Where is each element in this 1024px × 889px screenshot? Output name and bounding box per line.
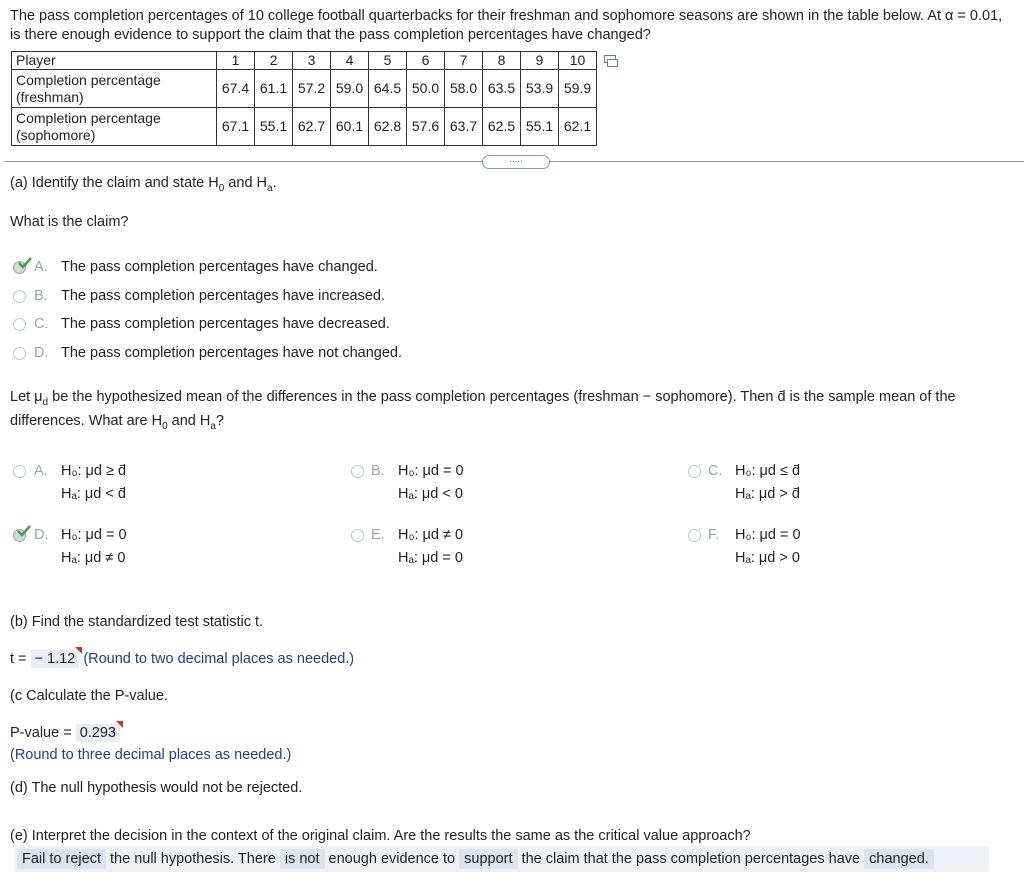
- hyp-letter: E.: [371, 527, 385, 543]
- feedback-flag-icon: [116, 721, 123, 728]
- hyp-option-d[interactable]: H₀: μd = 0 Hₐ: μd ≠ 0: [61, 527, 127, 566]
- claim-option-text[interactable]: The pass completion percentages have decreased.: [61, 316, 390, 332]
- p-value-hint: (Round to three decimal places as needed.): [10, 747, 292, 763]
- part-d-text: (d) The null hypothesis would not be rejected.: [10, 780, 303, 796]
- player-header: 7: [445, 52, 483, 70]
- table-cell: 58.0: [445, 70, 483, 108]
- table-cell: 62.1: [559, 108, 597, 146]
- table-cell: 63.5: [483, 70, 521, 108]
- hyp-radio-f[interactable]: [688, 529, 701, 542]
- player-header: 8: [483, 52, 521, 70]
- t-stat-answer[interactable]: − 1.12: [31, 650, 80, 668]
- table-cell: 64.5: [369, 70, 407, 108]
- table-cell: 53.9: [521, 70, 559, 108]
- table-cell: 62.8: [369, 108, 407, 146]
- table-cell: 55.1: [255, 108, 293, 146]
- player-header: 5: [369, 52, 407, 70]
- hyp-letter: A.: [34, 463, 48, 479]
- t-label: t =: [10, 651, 27, 667]
- table-cell: 50.0: [407, 70, 445, 108]
- t-stat-hint: (Round to two decimal places as needed.): [83, 651, 355, 667]
- table-cell: 59.0: [331, 70, 369, 108]
- player-header: 2: [255, 52, 293, 70]
- hypothesis-intro-line2: differences. What are $H_0$ and $H_a$?: [10, 413, 224, 432]
- player-header: 10: [559, 52, 597, 70]
- table-cell: 57.6: [407, 108, 445, 146]
- p-value-row: [10, 725, 120, 741]
- table-cell: 62.7: [293, 108, 331, 146]
- claim-radio-b[interactable]: [13, 290, 26, 303]
- claim-question: What is the claim?: [10, 214, 129, 230]
- header-player-label: Player: [12, 52, 217, 70]
- claim-letter: D.: [34, 345, 49, 361]
- player-header: 4: [331, 52, 369, 70]
- hyp-letter: F.: [708, 527, 720, 543]
- expand-table-icon[interactable]: [604, 55, 618, 67]
- support-dropdown[interactable]: support: [459, 849, 517, 869]
- table-row-freshman: [12, 70, 597, 108]
- claim-option-text[interactable]: The pass completion percentages have changed.: [61, 259, 378, 275]
- table-cell: 55.1: [521, 108, 559, 146]
- hyp-letter: C.: [708, 463, 723, 479]
- hyp-radio-e[interactable]: [351, 529, 364, 542]
- answer-text: enough evidence to: [328, 851, 456, 867]
- part-b-title: (b) Find the standardized test statistic t.: [10, 614, 264, 630]
- hypothesis-intro-line1: Let $\mu_d$ be the hypothesized mean of the differences in the pass completion percentages (freshman − sophomore). Then d̄ is the sample mean of the: [10, 389, 956, 408]
- part-c-title: (c Calculate the P-value.: [10, 688, 168, 704]
- table-cell: 67.1: [217, 108, 255, 146]
- t-stat-row: [10, 651, 354, 667]
- part-a-title: (a) Identify the claim and state $H_0$ and $H_a$.: [10, 175, 277, 194]
- part-e-question: (e) Interpret the decision in the context of the original claim. Are the results the same as the critical value approach?: [10, 828, 751, 844]
- table-cell: 67.4: [217, 70, 255, 108]
- evidence-dropdown[interactable]: is not: [280, 849, 325, 869]
- hyp-option-a[interactable]: H₀: μd ≥ d̄ Hₐ: μd < d̄: [61, 463, 127, 502]
- hyp-radio-b[interactable]: [351, 465, 364, 478]
- hyp-radio-a[interactable]: [13, 465, 26, 478]
- hyp-letter: B.: [371, 463, 385, 479]
- hyp-option-c[interactable]: H₀: μd ≤ d̄ Hₐ: μd > d̄: [735, 463, 801, 502]
- claim-option-text[interactable]: The pass completion percentages have increased.: [61, 288, 386, 304]
- feedback-flag-icon: [75, 647, 82, 654]
- change-dropdown[interactable]: changed.: [864, 849, 934, 869]
- checkmark-icon: [17, 524, 31, 538]
- show-more-button[interactable]: .....: [482, 155, 550, 169]
- answer-text: the null hypothesis. There: [110, 851, 276, 867]
- answer-text: the claim that the pass completion percentages have: [521, 851, 861, 867]
- data-table: [11, 51, 597, 146]
- table-cell: 62.5: [483, 108, 521, 146]
- table-cell: 63.7: [445, 108, 483, 146]
- decision-dropdown[interactable]: Fail to reject: [17, 849, 106, 869]
- player-header: 3: [293, 52, 331, 70]
- row-label: Completion percentage (freshman): [12, 70, 217, 108]
- problem-statement: The pass completion percentages of 10 college football quarterbacks for their freshman and sophomore seasons are shown in the table below. At α = 0.01, is there enough evidence to support the claim that the pass completion percentages have changed?: [10, 8, 1003, 43]
- claim-radio-c[interactable]: [13, 318, 26, 331]
- hyp-option-f[interactable]: H₀: μd = 0 Hₐ: μd > 0: [735, 527, 801, 566]
- table-cell: 60.1: [331, 108, 369, 146]
- hyp-option-e[interactable]: H₀: μd ≠ 0 Hₐ: μd = 0: [398, 527, 464, 566]
- hyp-option-b[interactable]: H₀: μd = 0 Hₐ: μd < 0: [398, 463, 464, 502]
- hyp-letter: D.: [34, 527, 49, 543]
- table-header-row: [12, 52, 597, 70]
- player-header: 1: [217, 52, 255, 70]
- claim-letter: B.: [34, 288, 48, 304]
- table-cell: 61.1: [255, 70, 293, 108]
- player-header: 6: [407, 52, 445, 70]
- claim-letter: A.: [34, 259, 48, 275]
- claim-option-text[interactable]: The pass completion percentages have not changed.: [61, 345, 402, 361]
- claim-letter: C.: [34, 316, 49, 332]
- row-label: Completion percentage (sophomore): [12, 108, 217, 146]
- hyp-radio-c[interactable]: [688, 465, 701, 478]
- p-value-label: P-value =: [10, 725, 72, 741]
- checkmark-icon: [18, 256, 32, 270]
- table-cell: 57.2: [293, 70, 331, 108]
- player-header: 9: [521, 52, 559, 70]
- table-cell: 59.9: [559, 70, 597, 108]
- part-e-answer: [17, 851, 934, 867]
- p-value-answer[interactable]: 0.293: [76, 724, 120, 742]
- table-row-sophomore: [12, 108, 597, 146]
- claim-radio-d[interactable]: [13, 347, 26, 360]
